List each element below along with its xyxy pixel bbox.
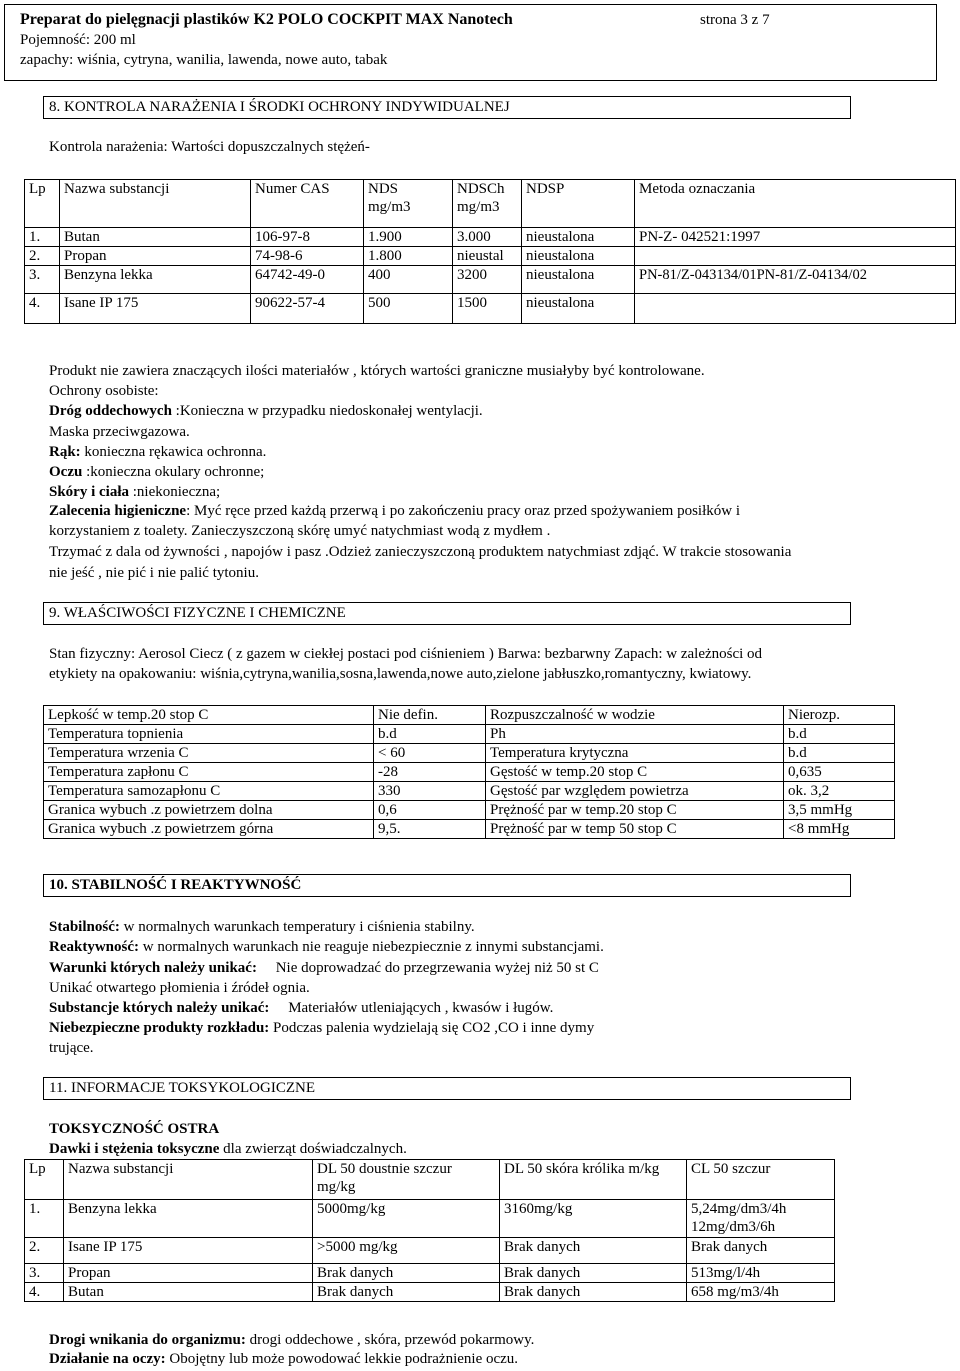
label: Dróg oddechowych	[49, 403, 172, 419]
header-cell: NDSP	[522, 180, 635, 228]
table-cell: 1.800	[364, 247, 453, 266]
header-cell	[500, 1160, 687, 1200]
keep-away-2: nie jeść , nie pić i nie palić tytoniu.	[49, 565, 259, 581]
table-cell: 330	[374, 782, 486, 801]
table-cell: 400	[364, 266, 453, 294]
table-cell: <8 mmHg	[784, 820, 895, 839]
table-cell: 4.	[25, 294, 60, 324]
respiratory-protection	[49, 402, 483, 421]
table-cell: nieustal	[453, 247, 522, 266]
table-row	[44, 744, 895, 763]
table-cell: Brak danych	[313, 1283, 500, 1302]
table-cell: < 60	[374, 744, 486, 763]
table-cell: Butan	[60, 228, 251, 247]
scents: zapachy: wiśnia, cytryna, wanilia, lawenda, nowe auto, tabak	[20, 52, 388, 68]
table-cell: ok. 3,2	[784, 782, 895, 801]
table-cell: 90622-57-4	[251, 294, 364, 324]
label: Stabilność:	[49, 919, 120, 935]
document-title: Preparat do pielęgnacji plastików K2 POLO COCKPIT MAX Nanotech	[20, 11, 513, 28]
table-cell: nieustalona	[522, 266, 635, 294]
table-cell: 0,6	[374, 801, 486, 820]
table-cell: 2.	[25, 1238, 64, 1264]
header-cell	[453, 180, 522, 228]
dl50-oral-label: DL 50 doustnie szczur mg/kg	[317, 1161, 452, 1195]
value: w normalnych warunkach nie reaguje niebezpiecznie z innymi substancjami.	[139, 939, 604, 955]
value: konieczna rękawica ochronna.	[80, 444, 267, 460]
header-cell: Numer CAS	[251, 180, 364, 228]
table-cell: 3.	[25, 1264, 64, 1283]
value: drogi oddechowe , skóra, przewód pokarmowy.	[245, 1332, 535, 1348]
physical-state-2: etykiety na opakowaniu: wiśnia,cytryna,wanilia,sosna,lawenda,nowe auto,zielone jabłuszko,romantyczny, kwiatowy.	[49, 666, 752, 682]
table-row	[25, 228, 956, 247]
decomposition-products	[49, 1019, 594, 1038]
table-cell: Propan	[60, 247, 251, 266]
table-cell	[687, 1200, 835, 1238]
table-row	[44, 820, 895, 839]
eye-effects	[49, 1350, 518, 1369]
header-cell: Lp	[25, 1160, 64, 1200]
table-row	[25, 294, 956, 324]
nds-label: NDS mg/m3	[368, 181, 411, 215]
reactivity	[49, 938, 604, 957]
table-cell: Isane IP 175	[60, 294, 251, 324]
table-cell: 106-97-8	[251, 228, 364, 247]
physical-state-1: Stan fizyczny: Aerosol Ciecz ( z gazem w ciekłej postaci pod ciśnieniem ) Barwa: bezbarwny Zapach: w zależności od	[49, 646, 763, 662]
header-cell: CL 50 szczur	[687, 1160, 835, 1200]
dl50-skin-label: DL 50 skóra królika m/kg	[504, 1161, 660, 1177]
table-cell: nieustalona	[522, 228, 635, 247]
table-cell: b.d	[784, 725, 895, 744]
table-cell: 3.	[25, 266, 60, 294]
table-row	[25, 1238, 835, 1264]
value: :niekonieczna;	[129, 484, 221, 500]
table-cell: nieustalona	[522, 247, 635, 266]
table-cell: 4.	[25, 1283, 64, 1302]
table-cell: Prężność par w temp.20 stop C	[486, 801, 784, 820]
capacity: Pojemność: 200 ml	[20, 32, 136, 48]
conditions-to-avoid	[49, 959, 599, 978]
page-number: strona 3 z 7	[700, 12, 770, 28]
table-row	[44, 706, 895, 725]
table-cell: PN-Z- 042521:1997	[635, 228, 956, 247]
value: Materiałów utleniających , kwasów i ługów.	[269, 1000, 554, 1016]
label: Dawki i stężenia toksyczne	[49, 1141, 220, 1157]
stability	[49, 918, 475, 937]
table-cell: Gęstość w temp.20 stop C	[486, 763, 784, 782]
table-cell: Butan	[64, 1283, 313, 1302]
table-cell: 2.	[25, 247, 60, 266]
label: Oczu	[49, 464, 83, 480]
label: Skóry i ciała	[49, 484, 130, 500]
table-row	[25, 1283, 835, 1302]
table-cell: Temperatura topnienia	[44, 725, 374, 744]
header-cell: Metoda oznaczania	[635, 180, 956, 228]
section-8-title: 8. KONTROLA NARAŻENIA I ŚRODKI OCHRONY INDYWIDUALNEJ	[49, 99, 510, 115]
table-row	[25, 1200, 835, 1238]
table-row	[44, 763, 895, 782]
section-8-subtitle: Kontrola narażenia: Wartości dopuszczalnych stężeń-	[49, 139, 370, 155]
table-cell: Granica wybuch .z powietrzem dolna	[44, 801, 374, 820]
table-header-row	[25, 1160, 835, 1200]
table-cell: nieustalona	[522, 294, 635, 324]
table-cell: -28	[374, 763, 486, 782]
table-cell	[635, 247, 956, 266]
header-cell: Nazwa substancji	[60, 180, 251, 228]
label: Drogi wnikania do organizmu:	[49, 1332, 246, 1348]
exposure-table	[24, 179, 956, 324]
keep-away-1: Trzymać z dala od żywności , napojów i pasz .Odzież zanieczyszczoną produktem natychmiast zdjąć. W trakcie stosowania	[49, 544, 792, 560]
value: :konieczna okulary ochronne;	[82, 464, 265, 480]
hygiene-recommendations-2: korzystaniem z toalety. Zanieczyszczoną skórę umyć natychmiast wodą z mydłem .	[49, 523, 551, 539]
table-cell: Benzyna lekka	[60, 266, 251, 294]
eye-protection	[49, 463, 264, 482]
table-cell: 1.900	[364, 228, 453, 247]
table-cell: b.d	[784, 744, 895, 763]
substances-to-avoid	[49, 999, 553, 1018]
header-cell	[364, 180, 453, 228]
table-cell: Prężność par w temp 50 stop C	[486, 820, 784, 839]
value: :Konieczna w przypadku niedoskonałej wentylacji.	[171, 403, 483, 419]
header-cell	[313, 1160, 500, 1200]
table-cell: Brak danych	[500, 1264, 687, 1283]
avoid-flame: Unikać otwartego płomienia i źródeł ognia.	[49, 980, 310, 996]
table-cell: 1.	[25, 1200, 64, 1238]
table-cell: Lepkość w temp.20 stop C	[44, 706, 374, 725]
table-cell	[635, 294, 956, 324]
header-cell: Lp	[25, 180, 60, 228]
cl50-values: 5,24mg/dm3/4h 12mg/dm3/6h	[691, 1201, 787, 1235]
label: Działanie na oczy:	[49, 1351, 166, 1367]
table-cell: 74-98-6	[251, 247, 364, 266]
toxic: trujące.	[49, 1040, 94, 1056]
table-cell: 3.000	[453, 228, 522, 247]
table-row	[25, 247, 956, 266]
table-cell: 500	[364, 294, 453, 324]
table-cell: >5000 mg/kg	[313, 1238, 500, 1264]
table-cell: 3200	[453, 266, 522, 294]
acute-toxicity-heading: TOKSYCZNOŚĆ OSTRA	[49, 1121, 220, 1137]
header-cell: Nazwa substancji	[64, 1160, 313, 1200]
table-cell: Isane IP 175	[64, 1238, 313, 1264]
table-cell: Nie defin.	[374, 706, 486, 725]
table-cell: PN-81/Z-043134/01PN-81/Z-04134/02	[635, 266, 956, 294]
table-cell: 658 mg/m3/4h	[687, 1283, 835, 1302]
value: w normalnych warunkach temperatury i ciśnienia stabilny.	[119, 919, 475, 935]
toxicity-table	[24, 1159, 835, 1302]
table-cell: Brak danych	[500, 1283, 687, 1302]
table-cell: 0,635	[784, 763, 895, 782]
table-cell: Benzyna lekka	[64, 1200, 313, 1238]
value: Podczas palenia wydzielają się CO2 ,CO i inne dymy	[269, 1020, 595, 1036]
value: dla zwierząt doświadczalnych.	[219, 1141, 407, 1157]
table-cell: 3160mg/kg	[500, 1200, 687, 1238]
section-10-title: 10. STABILNOŚĆ I REAKTYWNOŚĆ	[49, 877, 302, 893]
table-row	[44, 801, 895, 820]
table-cell: 1500	[453, 294, 522, 324]
table-row	[44, 725, 895, 744]
personal-protection-heading: Ochrony osobiste:	[49, 383, 159, 399]
table-cell: 3,5 mmHg	[784, 801, 895, 820]
gas-mask: Maska przeciwgazowa.	[49, 424, 190, 440]
paragraph-no-limits: Produkt nie zawiera znaczących ilości materiałów , których wartości graniczne musiałyby być kontrolowane.	[49, 363, 705, 379]
table-cell: Temperatura krytyczna	[486, 744, 784, 763]
table-cell: 64742-49-0	[251, 266, 364, 294]
hygiene-recommendations	[49, 502, 740, 521]
table-cell: 1.	[25, 228, 60, 247]
table-cell: Brak danych	[500, 1238, 687, 1264]
label: Niebezpieczne produkty rozkładu:	[49, 1020, 270, 1036]
hand-protection	[49, 443, 266, 462]
table-header-row	[25, 180, 956, 228]
table-cell: Temperatura wrzenia C	[44, 744, 374, 763]
skin-protection	[49, 483, 220, 502]
value: Nie doprowadzać do przegrzewania wyżej niż 50 st C	[256, 960, 599, 976]
table-cell: 5000mg/kg	[313, 1200, 500, 1238]
table-cell: b.d	[374, 725, 486, 744]
label: Substancje których należy unikać:	[49, 1000, 270, 1016]
toxic-doses	[49, 1140, 407, 1159]
section-9-title: 9. WŁAŚCIWOŚCI FIZYCZNE I CHEMICZNE	[49, 605, 346, 621]
table-cell: Ph	[486, 725, 784, 744]
exposure-routes	[49, 1331, 534, 1350]
label: Warunki których należy unikać:	[49, 960, 257, 976]
table-cell: Nierozp.	[784, 706, 895, 725]
table-cell: 9,5.	[374, 820, 486, 839]
table-cell: Brak danych	[313, 1264, 500, 1283]
label: Rąk:	[49, 444, 81, 460]
table-cell: Gęstość par względem powietrza	[486, 782, 784, 801]
table-cell: Temperatura samozapłonu C	[44, 782, 374, 801]
section-11-title: 11. INFORMACJE TOKSYKOLOGICZNE	[49, 1080, 315, 1096]
table-cell: Rozpuszczalność w wodzie	[486, 706, 784, 725]
value: Obojętny lub może powodować lekkie podrażnienie oczu.	[165, 1351, 519, 1367]
table-cell: Propan	[64, 1264, 313, 1283]
table-row	[25, 1264, 835, 1283]
physical-properties-table	[43, 705, 895, 839]
table-cell: Brak danych	[687, 1238, 835, 1264]
table-cell: 513mg/l/4h	[687, 1264, 835, 1283]
table-row	[44, 782, 895, 801]
value: : Myć ręce przed każdą przerwą i po zakończeniu pracy oraz przed spożywaniem posiłków i	[186, 503, 740, 519]
ndsch-label: NDSCh mg/m3	[457, 181, 505, 215]
table-cell: Temperatura zapłonu C	[44, 763, 374, 782]
table-cell: Granica wybuch .z powietrzem górna	[44, 820, 374, 839]
label: Zalecenia higieniczne	[49, 503, 187, 519]
table-row	[25, 266, 956, 294]
label: Reaktywność:	[49, 939, 139, 955]
